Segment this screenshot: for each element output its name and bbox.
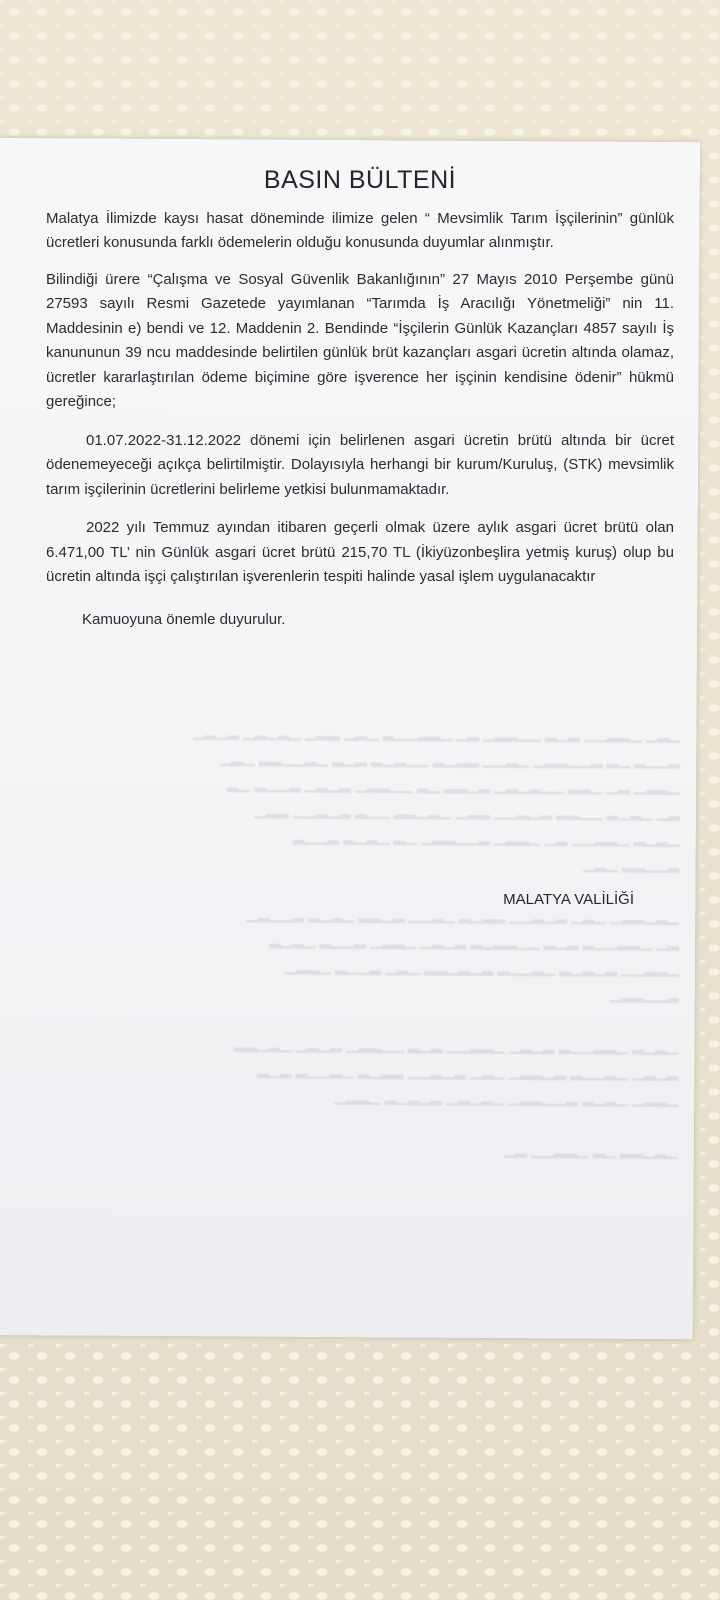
signature-authority: MALATYA VALİLİĞİ [503, 891, 634, 908]
paragraph-daily-wage: 2022 yılı Temmuz ayından itibaren geçerli olmak üzere aylık asgari ücret brütü olan 6.471,00 TL’ nin Günlük asgari ücret brütü 215,70 TL (İkiyüzonbeşlira yetmiş kuruş) olup bu ücretin altında işçi çalıştırılan işverenlerin tespiti halinde yasal işlem uygulanacaktır [46, 519, 674, 585]
announcement-text: Kamuoyuna önemle duyurulur. [82, 610, 286, 628]
document-title: BASIN BÜLTENİ [263, 166, 457, 194]
reverse-side-bleed-through: ▁▂▁ ▁▂▂▁▁ ▂▁▂ ▁▁▂▂▁ ▂▁ ▁▂▂▁▁▂ ▁▂▁ ▂▂▁ ▁▂▁▂▁ ▂▁▂▁ ▂▁▁▂ ▁▂ ▂▁▁▂▂▁ ▁▂▁▁ ▂▂▁▂ ▁▁▂▁▂ ▂▁▂ ▁▂▁▁▂▂ ▁▂▁ ▁▂▂▁ ▂▁ ▁▂▂ ▁▁▂▁▂▁ ▂▁▂▂ ▁▂ ▁▁▂▂▁ ▂▁▂▁ ▂▁▁▂ ▁▂ ▂▁ ▁▂▁▂ ▁▁▂▂ ▂▁▂▁▁ ▂▂▁ ▁▂▁▂▂ ▁▁▂ ▂▁▂▁▁ ▂▂▁ ▁▂▁▂ ▁▂▂▁▁ ▂▁ ▁▂▂▁ ▂▁▁▂▂▁ ▁▂ ▁▂▁▂ ▂▁▁▂ ▂▁▁▂▂ ▁▂▁ ▁▂▁▂▂▁ ▁▂▁ ▂▁▂▁▁ ▂▂▁▂ ▁▂▁▁ ▂▁▂▂ ▁▂▁▂ ▂▁▁▂▁ ▂▁ ▁▂▂▁▁▂ ▂▁▂ ▁▁▂▂▁▂ ▂▁▂▁ ▁▂▂▁ ▂▁▁▂ ▁▂▁▂ ▁▂▂▁▁ ▂▁▂▁▂ ▁▂▁▁▂ ▂▁▂▁▂▂ ▁▂▁ ▂▁▁▂ ▁▂▂▁ ▂▁▁▂▂▁ ▁▂▁▂ ▁▂▂▁▁▂ ▂▁▂▁ ▁▂▂▁▁ ▂▁▂ ▁▁▂▂▁ ▂▁▂▁ ▁▂▁▂▂ ▂▁▂▁ ▁▂▁▁▂ ▂▁▂▂▁ ▁▂▁ ▂▁▂▁▁ ▂▂▁▂ ▁▂▁▁▂ ▂▁▂ ▁▂▂▁ ▁▂▁▂ ▂▁▁▂▂▁ ▁▂▁▂▁ ▂▁▂▁▂ ▁▂▂▁ ▁▂▁▂▂ ▁▂ ▁▂▂▁▁ ▂▁ [192, 723, 681, 1160]
press-release-body [46, 166, 674, 908]
paragraph-minimum-wage: 01.07.2022-31.12.2022 dönemi için belirlenen asgari ücretin brütü altında bir ücret ödenemeyeceği açıkça belirtilmiştir. Dolayısıyla herhangi bir kurum/Kuruluş, (STK) mevsimlik tarım işçilerinin ücretlerini belirleme yetkisi bulunmamaktadır. [46, 431, 674, 498]
paragraph-intro: Malatya İlimizde kaysı hasat döneminde ilimize gelen “ Mevsimlik Tarım İşçilerinin” günlük ücretleri konusunda farklı ödemelerin olduğu konusunda duyumlar alınmıştır. [46, 209, 674, 251]
paragraph-regulation: Bilindiği ürere “Çalışma ve Sosyal Güvenlik Bakanlığının” 27 Mayıs 2010 Perşembe günü 27593 sayılı Resmi Gazetede yayımlanan “Tarımda İş Aracılığı Yönetmeliği” nin 11. Maddesinin e) bendi ve 12. Maddenin 2. Bendinde “İşçilerin Günlük Kazançları 4857 sayılı İş kanununun 39 ncu maddesinde belirtilen günlük brüt kazançları asgari ücretin altında olamaz, ücretler kararlaştırılan ödeme biçimine göre işverence her işçinin kendisine ödenir” hükmü gereğince; [46, 270, 674, 410]
